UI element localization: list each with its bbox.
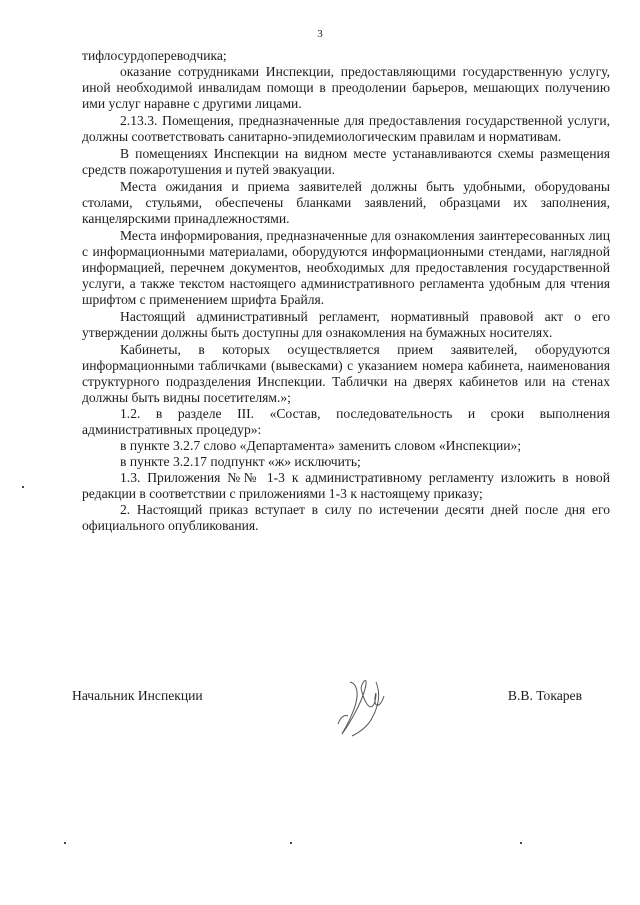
paragraph-2: оказание сотрудниками Инспекции, предоставляющими государственную услугу, иной необходимой инвалидам помощи в преодолении барьеров, мешающих получению ими услуг наравне с другими лицами. (82, 64, 610, 111)
signer-position: Начальник Инспекции (72, 688, 203, 703)
paragraph-6: Места информирования, предназначенные для ознакомления заинтересованных лиц с информационными материалами, оборудуются информационными стендами, наглядной информацией, перечнем документов, необходимых для предоставления государственной услуги, а также текстом настоящего административного регламента удобным для чтения шрифтом с применением шрифта Брайля. (82, 228, 610, 307)
signature-block (72, 688, 612, 748)
document-body (82, 48, 610, 534)
paragraph-3: 2.13.3. Помещения, предназначенные для предоставления государственной услуги, должны соответствовать санитарно-эпидемиологическим правилам и нормативам. (82, 113, 610, 144)
scan-dot (290, 842, 292, 844)
paragraph-8: Кабинеты, в которых осуществляется прием заявителей, оборудуются информационными табличками (вывесками) с указанием номера кабинета, наименования структурного подразделения Инспекции. Таблички на дверях кабинетов или на стенах должны быть видны посетителям.»; (82, 342, 610, 405)
paragraph-4: В помещениях Инспекции на видном месте устанавливаются схемы размещения средств пожаротушения и путей эвакуации. (82, 146, 610, 177)
paragraph-5: Места ожидания и приема заявителей должны быть удобными, оборудованы столами, стульями, обеспечены бланками заявлений, образцами их заполнения, канцелярскими принадлежностями. (82, 179, 610, 226)
handwritten-signature (330, 674, 420, 744)
paragraph-10: в пункте 3.2.7 слово «Департамента» заменить словом «Инспекции»; (120, 438, 522, 453)
scan-dot (22, 486, 24, 488)
signer-name: В.В. Токарев (507, 688, 582, 703)
paragraph-7: Настоящий административный регламент, нормативный правовой акт о его утверждении должны быть доступны для ознакомления на бумажных носителях. (82, 309, 610, 340)
page-number: 3 (317, 28, 323, 40)
paragraph-13: 2. Настоящий приказ вступает в силу по истечении десяти дней после дня его официального опубликования. (82, 502, 610, 533)
paragraph-1: тифлосурдопереводчика; (82, 48, 227, 63)
paragraph-12: 1.3. Приложения №№ 1-3 к административному регламенту изложить в новой редакции в соответствии с приложениями 1-3 к настоящему приказу; (82, 470, 610, 501)
scan-dot (64, 842, 66, 844)
paragraph-9: 1.2. в разделе III. «Состав, последовательность и сроки выполнения административных процедур»: (82, 406, 610, 437)
paragraph-11: в пункте 3.2.17 подпункт «ж» исключить; (120, 454, 361, 469)
scan-dot (520, 842, 522, 844)
